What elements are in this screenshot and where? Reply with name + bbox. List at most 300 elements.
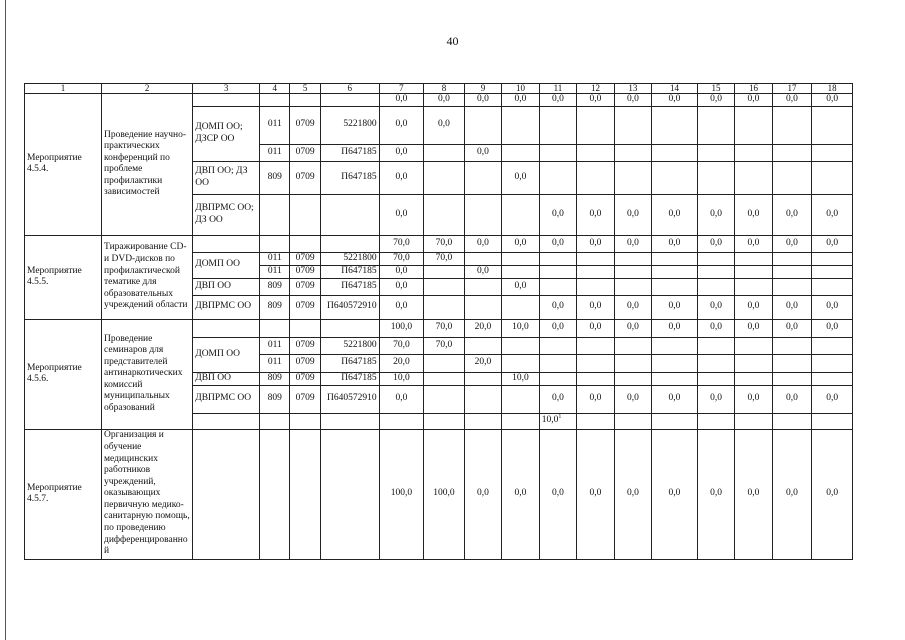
funding-value bbox=[697, 278, 734, 295]
funding-value: 0,0 bbox=[502, 429, 539, 559]
responsible-executor: ДВПРМС ОО; ДЗ ОО bbox=[193, 194, 260, 235]
target-article-code bbox=[320, 194, 379, 235]
table-row bbox=[25, 319, 853, 337]
funding-value: 20,0 bbox=[379, 354, 424, 372]
column-number: 12 bbox=[577, 84, 614, 94]
column-number: 9 bbox=[464, 84, 501, 94]
funding-value bbox=[735, 265, 772, 278]
empty-cell bbox=[697, 413, 734, 429]
section-code: 0709 bbox=[290, 278, 320, 295]
funding-value bbox=[697, 337, 734, 354]
funding-value bbox=[697, 252, 734, 265]
funding-value: 0,0 bbox=[577, 94, 614, 107]
grbs-code bbox=[260, 194, 290, 235]
grbs-code: 011 bbox=[260, 354, 290, 372]
funding-value bbox=[652, 161, 698, 194]
funding-value: 0,0 bbox=[539, 429, 576, 559]
funding-value: 0,0 bbox=[577, 385, 614, 413]
empty-cell bbox=[614, 413, 651, 429]
funding-value bbox=[614, 354, 651, 372]
funding-value bbox=[652, 252, 698, 265]
funding-value bbox=[812, 252, 853, 265]
empty-cell bbox=[379, 413, 424, 429]
funding-value bbox=[502, 265, 539, 278]
responsible-executor bbox=[193, 319, 260, 337]
target-article-code bbox=[320, 94, 379, 107]
column-number: 3 bbox=[193, 84, 260, 94]
funding-value: 0,0 bbox=[812, 295, 853, 319]
column-number: 10 bbox=[502, 84, 539, 94]
funding-value: 0,0 bbox=[424, 94, 465, 107]
empty-cell bbox=[260, 413, 290, 429]
funding-value bbox=[614, 252, 651, 265]
funding-value bbox=[539, 161, 576, 194]
funding-value: 0,0 bbox=[379, 295, 424, 319]
grbs-code: 011 bbox=[260, 252, 290, 265]
funding-value: 0,0 bbox=[464, 429, 501, 559]
funding-value bbox=[812, 278, 853, 295]
target-article-code: П647185 bbox=[320, 144, 379, 161]
funding-value: 0,0 bbox=[502, 161, 539, 194]
funding-value: 0,0 bbox=[577, 295, 614, 319]
funding-value: 0,0 bbox=[379, 94, 424, 107]
column-number: 8 bbox=[424, 84, 465, 94]
column-number: 4 bbox=[260, 84, 290, 94]
funding-value: 0,0 bbox=[539, 94, 576, 107]
section-code bbox=[290, 235, 320, 252]
footnote-mark: 1 bbox=[558, 414, 562, 421]
funding-value bbox=[464, 372, 501, 385]
measure-id: Мероприятие 4.5.6. bbox=[25, 319, 102, 429]
funding-value: 0,0 bbox=[379, 265, 424, 278]
target-article-code: 5221800 bbox=[320, 337, 379, 354]
funding-value bbox=[464, 161, 501, 194]
column-number: 6 bbox=[320, 84, 379, 94]
funding-value: 0,0 bbox=[577, 235, 614, 252]
grbs-code bbox=[260, 94, 290, 107]
funding-value: 0,0 bbox=[735, 94, 772, 107]
funding-value: 0,0 bbox=[652, 429, 698, 559]
funding-value: 0,0 bbox=[772, 319, 812, 337]
funding-value: 0,0 bbox=[464, 265, 501, 278]
funding-value bbox=[772, 144, 812, 161]
budget-table bbox=[24, 83, 853, 560]
funding-value bbox=[614, 278, 651, 295]
funding-value bbox=[424, 385, 465, 413]
funding-value: 0,0 bbox=[539, 319, 576, 337]
funding-value: 0,0 bbox=[379, 278, 424, 295]
funding-value bbox=[424, 295, 465, 319]
measure-name: Организация и обучение медицинских работников учреждений, оказывающих первичную медико-санитарную помощь, по проведению дифференцированной bbox=[102, 429, 193, 559]
funding-value bbox=[697, 372, 734, 385]
target-article-code: П647185 bbox=[320, 354, 379, 372]
target-article-code bbox=[320, 319, 379, 337]
funding-value bbox=[539, 252, 576, 265]
footnote-value: 10,0$^1$ bbox=[539, 413, 576, 429]
funding-value: 0,0 bbox=[735, 385, 772, 413]
target-article-code bbox=[320, 429, 379, 559]
measure-name: Проведение семинаров для представителей антинаркотических комиссий муниципальных образований bbox=[102, 319, 193, 429]
funding-value bbox=[539, 265, 576, 278]
funding-value: 0,0 bbox=[735, 194, 772, 235]
funding-value: 0,0 bbox=[652, 295, 698, 319]
section-code: 0709 bbox=[290, 385, 320, 413]
funding-value: 0,0 bbox=[379, 385, 424, 413]
grbs-code: 011 bbox=[260, 265, 290, 278]
funding-value bbox=[652, 337, 698, 354]
funding-value: 10,0 bbox=[379, 372, 424, 385]
funding-value bbox=[652, 278, 698, 295]
responsible-executor: ДВПРМС ОО bbox=[193, 295, 260, 319]
funding-value bbox=[424, 278, 465, 295]
funding-value: 0,0 bbox=[614, 194, 651, 235]
section-code bbox=[290, 194, 320, 235]
responsible-executor: ДОМП ОО bbox=[193, 337, 260, 372]
funding-value bbox=[464, 337, 501, 354]
empty-cell bbox=[812, 413, 853, 429]
target-article-code: П647185 bbox=[320, 265, 379, 278]
column-number: 2 bbox=[102, 84, 193, 94]
funding-value bbox=[614, 265, 651, 278]
funding-value: 0,0 bbox=[379, 161, 424, 194]
funding-value bbox=[772, 161, 812, 194]
funding-value bbox=[502, 106, 539, 144]
column-number: 13 bbox=[614, 84, 651, 94]
funding-value: 0,0 bbox=[614, 94, 651, 107]
funding-value bbox=[502, 337, 539, 354]
funding-value bbox=[464, 106, 501, 144]
grbs-code: 011 bbox=[260, 337, 290, 354]
funding-value bbox=[772, 265, 812, 278]
funding-value: 0,0 bbox=[697, 235, 734, 252]
funding-value bbox=[539, 278, 576, 295]
funding-value bbox=[502, 354, 539, 372]
funding-value bbox=[464, 252, 501, 265]
grbs-code bbox=[260, 429, 290, 559]
funding-value: 0,0 bbox=[735, 429, 772, 559]
section-code: 0709 bbox=[290, 372, 320, 385]
funding-value: 0,0 bbox=[502, 235, 539, 252]
funding-value bbox=[424, 372, 465, 385]
funding-value bbox=[812, 161, 853, 194]
table-row bbox=[25, 429, 853, 559]
funding-value: 0,0 bbox=[697, 429, 734, 559]
funding-value bbox=[577, 278, 614, 295]
section-code: 0709 bbox=[290, 295, 320, 319]
section-code: 0709 bbox=[290, 161, 320, 194]
funding-value bbox=[772, 278, 812, 295]
funding-value bbox=[539, 144, 576, 161]
responsible-executor bbox=[193, 429, 260, 559]
section-code bbox=[290, 94, 320, 107]
funding-value: 70,0 bbox=[379, 337, 424, 354]
funding-value bbox=[502, 385, 539, 413]
funding-value bbox=[697, 144, 734, 161]
funding-value: 70,0 bbox=[379, 235, 424, 252]
funding-value bbox=[812, 106, 853, 144]
funding-value bbox=[772, 372, 812, 385]
funding-value: 0,0 bbox=[379, 194, 424, 235]
grbs-code: 809 bbox=[260, 372, 290, 385]
funding-value: 0,0 bbox=[652, 235, 698, 252]
funding-value: 0,0 bbox=[697, 319, 734, 337]
target-article-code bbox=[320, 235, 379, 252]
funding-value bbox=[502, 144, 539, 161]
funding-value bbox=[539, 337, 576, 354]
empty-cell bbox=[502, 413, 539, 429]
target-article-code: 5221800 bbox=[320, 252, 379, 265]
funding-value: 0,0 bbox=[614, 385, 651, 413]
funding-value bbox=[772, 354, 812, 372]
section-code: 0709 bbox=[290, 144, 320, 161]
page-number: 40 bbox=[446, 34, 459, 48]
funding-value bbox=[652, 106, 698, 144]
funding-value: 0,0 bbox=[539, 194, 576, 235]
funding-value: 0,0 bbox=[614, 295, 651, 319]
target-article-code: П647185 bbox=[320, 372, 379, 385]
funding-value: 70,0 bbox=[424, 337, 465, 354]
empty-cell bbox=[772, 413, 812, 429]
table-row bbox=[25, 235, 853, 252]
column-number: 15 bbox=[697, 84, 734, 94]
funding-value bbox=[812, 144, 853, 161]
target-article-code: П640572910 bbox=[320, 295, 379, 319]
grbs-code: 809 bbox=[260, 161, 290, 194]
funding-value bbox=[464, 295, 501, 319]
column-number: 1 bbox=[25, 84, 102, 94]
funding-value: 0,0 bbox=[614, 319, 651, 337]
grbs-code bbox=[260, 319, 290, 337]
funding-value bbox=[577, 161, 614, 194]
grbs-code: 809 bbox=[260, 278, 290, 295]
funding-value bbox=[424, 144, 465, 161]
funding-value bbox=[772, 252, 812, 265]
funding-value bbox=[577, 354, 614, 372]
funding-value: 10,0 bbox=[502, 319, 539, 337]
funding-value: 0,0 bbox=[652, 94, 698, 107]
responsible-executor: ДВП ОО; ДЗ ОО bbox=[193, 161, 260, 194]
funding-value: 20,0 bbox=[464, 354, 501, 372]
funding-value: 0,0 bbox=[772, 429, 812, 559]
funding-value bbox=[502, 194, 539, 235]
empty-cell bbox=[193, 413, 260, 429]
funding-value: 0,0 bbox=[812, 235, 853, 252]
funding-value: 0,0 bbox=[812, 385, 853, 413]
section-code: 0709 bbox=[290, 265, 320, 278]
section-code: 0709 bbox=[290, 337, 320, 354]
funding-value bbox=[577, 252, 614, 265]
funding-value bbox=[652, 354, 698, 372]
responsible-executor: ДОМП ОО; ДЗСР ОО bbox=[193, 106, 260, 161]
grbs-code bbox=[260, 235, 290, 252]
funding-value bbox=[539, 372, 576, 385]
funding-value: 0,0 bbox=[464, 94, 501, 107]
funding-value bbox=[577, 106, 614, 144]
empty-cell bbox=[424, 413, 465, 429]
table-row bbox=[25, 94, 853, 107]
column-number: 16 bbox=[735, 84, 772, 94]
funding-value: 0,0 bbox=[577, 429, 614, 559]
empty-cell bbox=[735, 413, 772, 429]
section-code: 0709 bbox=[290, 106, 320, 144]
funding-value bbox=[735, 161, 772, 194]
responsible-executor bbox=[193, 235, 260, 252]
funding-value bbox=[614, 106, 651, 144]
section-code bbox=[290, 429, 320, 559]
funding-value: 100,0 bbox=[424, 429, 465, 559]
funding-value bbox=[735, 252, 772, 265]
funding-value: 0,0 bbox=[539, 385, 576, 413]
target-article-code: П647185 bbox=[320, 161, 379, 194]
column-number: 11 bbox=[539, 84, 576, 94]
funding-value: 0,0 bbox=[697, 295, 734, 319]
funding-value: 0,0 bbox=[772, 94, 812, 107]
target-article-code: П640572910 bbox=[320, 385, 379, 413]
funding-value bbox=[424, 354, 465, 372]
responsible-executor: ДВП ОО bbox=[193, 278, 260, 295]
funding-value: 0,0 bbox=[379, 106, 424, 144]
empty-cell bbox=[290, 413, 320, 429]
funding-value: 10,0 bbox=[502, 372, 539, 385]
funding-value: 0,0 bbox=[772, 295, 812, 319]
funding-value bbox=[502, 295, 539, 319]
responsible-executor: ДОМП ОО bbox=[193, 252, 260, 278]
funding-value bbox=[539, 354, 576, 372]
funding-value: 100,0 bbox=[379, 429, 424, 559]
funding-value: 0,0 bbox=[812, 319, 853, 337]
grbs-code: 011 bbox=[260, 144, 290, 161]
funding-value bbox=[577, 265, 614, 278]
funding-value: 0,0 bbox=[812, 194, 853, 235]
measure-name: Проведение научно-практических конференций по проблеме профилактики зависимостей bbox=[102, 94, 193, 236]
funding-value bbox=[614, 337, 651, 354]
measure-id: Мероприятие 4.5.4. bbox=[25, 94, 102, 236]
funding-value: 0,0 bbox=[464, 144, 501, 161]
funding-value bbox=[735, 278, 772, 295]
funding-value bbox=[812, 372, 853, 385]
funding-value: 20,0 bbox=[464, 319, 501, 337]
funding-value: 0,0 bbox=[652, 385, 698, 413]
funding-value bbox=[735, 337, 772, 354]
funding-value bbox=[424, 194, 465, 235]
funding-value: 0,0 bbox=[502, 278, 539, 295]
funding-value: 100,0 bbox=[379, 319, 424, 337]
funding-value bbox=[539, 106, 576, 144]
funding-value: 0,0 bbox=[697, 385, 734, 413]
target-article-code: 5221800 bbox=[320, 106, 379, 144]
grbs-code: 809 bbox=[260, 385, 290, 413]
funding-value bbox=[614, 144, 651, 161]
funding-value: 0,0 bbox=[424, 106, 465, 144]
funding-value bbox=[735, 372, 772, 385]
funding-value: 0,0 bbox=[539, 295, 576, 319]
funding-value: 0,0 bbox=[697, 194, 734, 235]
measure-id: Мероприятие 4.5.7. bbox=[25, 429, 102, 559]
funding-value: 0,0 bbox=[812, 429, 853, 559]
funding-value bbox=[812, 337, 853, 354]
empty-cell bbox=[652, 413, 698, 429]
funding-value bbox=[614, 161, 651, 194]
funding-value: 0,0 bbox=[652, 319, 698, 337]
column-number-header bbox=[25, 84, 853, 94]
funding-value: 0,0 bbox=[772, 194, 812, 235]
responsible-executor bbox=[193, 94, 260, 107]
funding-value bbox=[652, 265, 698, 278]
funding-value: 0,0 bbox=[735, 319, 772, 337]
empty-cell bbox=[464, 413, 501, 429]
funding-value bbox=[424, 161, 465, 194]
funding-value: 0,0 bbox=[577, 319, 614, 337]
funding-value: 0,0 bbox=[772, 235, 812, 252]
funding-value bbox=[812, 354, 853, 372]
funding-value bbox=[772, 106, 812, 144]
column-number: 14 bbox=[652, 84, 698, 94]
funding-value: 0,0 bbox=[539, 235, 576, 252]
funding-value bbox=[697, 161, 734, 194]
funding-value bbox=[735, 106, 772, 144]
funding-value bbox=[735, 354, 772, 372]
funding-value bbox=[812, 265, 853, 278]
funding-value: 70,0 bbox=[424, 235, 465, 252]
funding-value bbox=[464, 194, 501, 235]
funding-value: 0,0 bbox=[464, 235, 501, 252]
responsible-executor: ДВПРМС ОО bbox=[193, 385, 260, 413]
funding-value bbox=[652, 144, 698, 161]
empty-cell bbox=[577, 413, 614, 429]
measure-name: Тиражирование CD- и DVD-дисков по профилактической тематике для образовательных учреждений области bbox=[102, 235, 193, 319]
funding-value bbox=[464, 385, 501, 413]
funding-value bbox=[697, 265, 734, 278]
funding-value bbox=[735, 144, 772, 161]
funding-value bbox=[577, 144, 614, 161]
column-number: 18 bbox=[812, 84, 853, 94]
funding-value: 0,0 bbox=[577, 194, 614, 235]
target-article-code: П647185 bbox=[320, 278, 379, 295]
left-margin-line bbox=[5, 0, 6, 640]
column-number: 5 bbox=[290, 84, 320, 94]
funding-value bbox=[614, 372, 651, 385]
funding-value: 0,0 bbox=[614, 429, 651, 559]
funding-value bbox=[424, 265, 465, 278]
funding-value: 0,0 bbox=[502, 94, 539, 107]
funding-value: 0,0 bbox=[772, 385, 812, 413]
funding-value: 0,0 bbox=[697, 94, 734, 107]
empty-cell bbox=[320, 413, 379, 429]
grbs-code: 809 bbox=[260, 295, 290, 319]
funding-value bbox=[772, 337, 812, 354]
section-code: 0709 bbox=[290, 252, 320, 265]
measure-id: Мероприятие 4.5.5. bbox=[25, 235, 102, 319]
funding-value: 0,0 bbox=[652, 194, 698, 235]
funding-value bbox=[697, 354, 734, 372]
funding-value: 0,0 bbox=[735, 235, 772, 252]
funding-value bbox=[502, 252, 539, 265]
funding-value: 0,0 bbox=[379, 144, 424, 161]
funding-value bbox=[577, 372, 614, 385]
column-number: 17 bbox=[772, 84, 812, 94]
funding-value: 0,0 bbox=[735, 295, 772, 319]
column-number: 7 bbox=[379, 84, 424, 94]
responsible-executor: ДВП ОО bbox=[193, 372, 260, 385]
funding-value: 0,0 bbox=[614, 235, 651, 252]
funding-value: 70,0 bbox=[424, 252, 465, 265]
funding-value: 0,0 bbox=[812, 94, 853, 107]
section-code: 0709 bbox=[290, 354, 320, 372]
funding-value bbox=[652, 372, 698, 385]
funding-value: 70,0 bbox=[379, 252, 424, 265]
funding-value bbox=[697, 106, 734, 144]
funding-value: 70,0 bbox=[424, 319, 465, 337]
